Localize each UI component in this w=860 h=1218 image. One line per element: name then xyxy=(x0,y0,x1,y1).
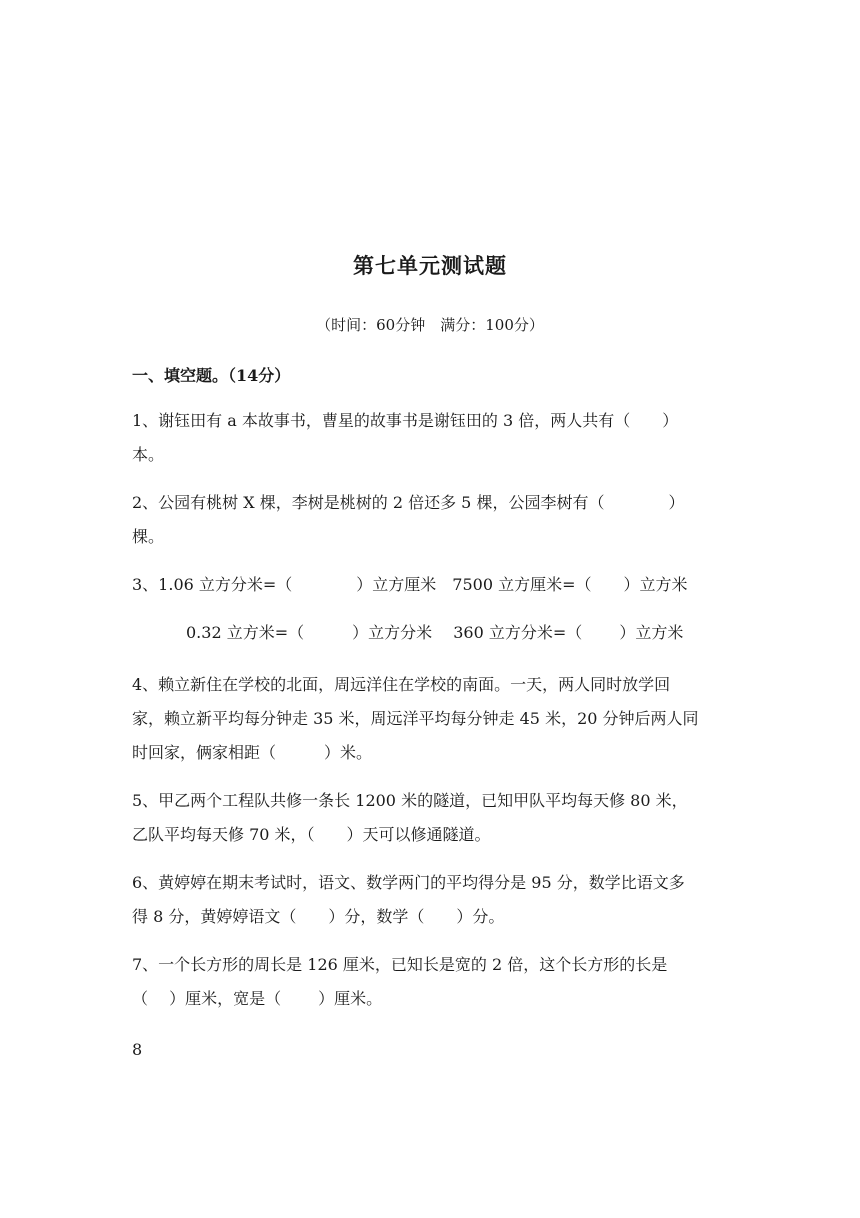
question-line: 3、1.06 立方分米=（ ）立方厘米 7500 立方厘米=（ ）立方米 xyxy=(132,575,688,594)
question-line: 本。 xyxy=(132,445,165,464)
question-line: 家，赖立新平均每分钟走 35 米，周远洋平均每分钟走 45 米，20 分钟后两人同 xyxy=(132,709,699,728)
question-line: （ ）厘米，宽是（ ）厘米。 xyxy=(132,989,383,1008)
question-2 xyxy=(132,486,732,554)
question-line: 得 8 分，黄婷婷语文（ ）分，数学（ ）分。 xyxy=(132,907,505,926)
page-title: 第七单元测试题 xyxy=(353,253,507,278)
question-line: 棵。 xyxy=(132,527,165,546)
question-3-subline: 0.32 立方米=（ ）立方分米 360 立方分米=（ ）立方米 xyxy=(186,623,684,642)
question-line: 7、一个长方形的周长是 126 厘米，已知长是宽的 2 倍，这个长方形的长是 xyxy=(132,955,668,974)
section-heading: 一、填空题。（14分） xyxy=(132,366,291,385)
question-line: 时回家，俩家相距（ ）米。 xyxy=(132,743,373,762)
question-3 xyxy=(132,568,732,602)
question-line: 1、谢钰田有 a 本故事书，曹星的故事书是谢钰田的 3 倍，两人共有（ ） xyxy=(132,411,679,430)
question-line: 2、公园有桃树 X 棵，李树是桃树的 2 倍还多 5 棵，公园李树有（ ） xyxy=(132,493,685,512)
question-1 xyxy=(132,404,732,472)
question-line: 5、甲乙两个工程队共修一条长 1200 米的隧道，已知甲队平均每天修 80 米， xyxy=(132,791,688,810)
exam-info: （时间：60分钟 满分：100分） xyxy=(316,316,544,334)
question-line: 4、赖立新住在学校的北面，周远洋住在学校的南面。一天，两人同时放学回 xyxy=(132,675,671,694)
question-7 xyxy=(132,948,732,1016)
question-line: 乙队平均每天修 70 米，（ ）天可以修通隧道。 xyxy=(132,825,491,844)
question-5 xyxy=(132,784,732,852)
page-number: 8 xyxy=(132,1040,143,1059)
question-line: 6、黄婷婷在期末考试时，语文、数学两门的平均得分是 95 分，数学比语文多 xyxy=(132,873,685,892)
question-6 xyxy=(132,866,732,934)
question-4 xyxy=(132,668,732,770)
